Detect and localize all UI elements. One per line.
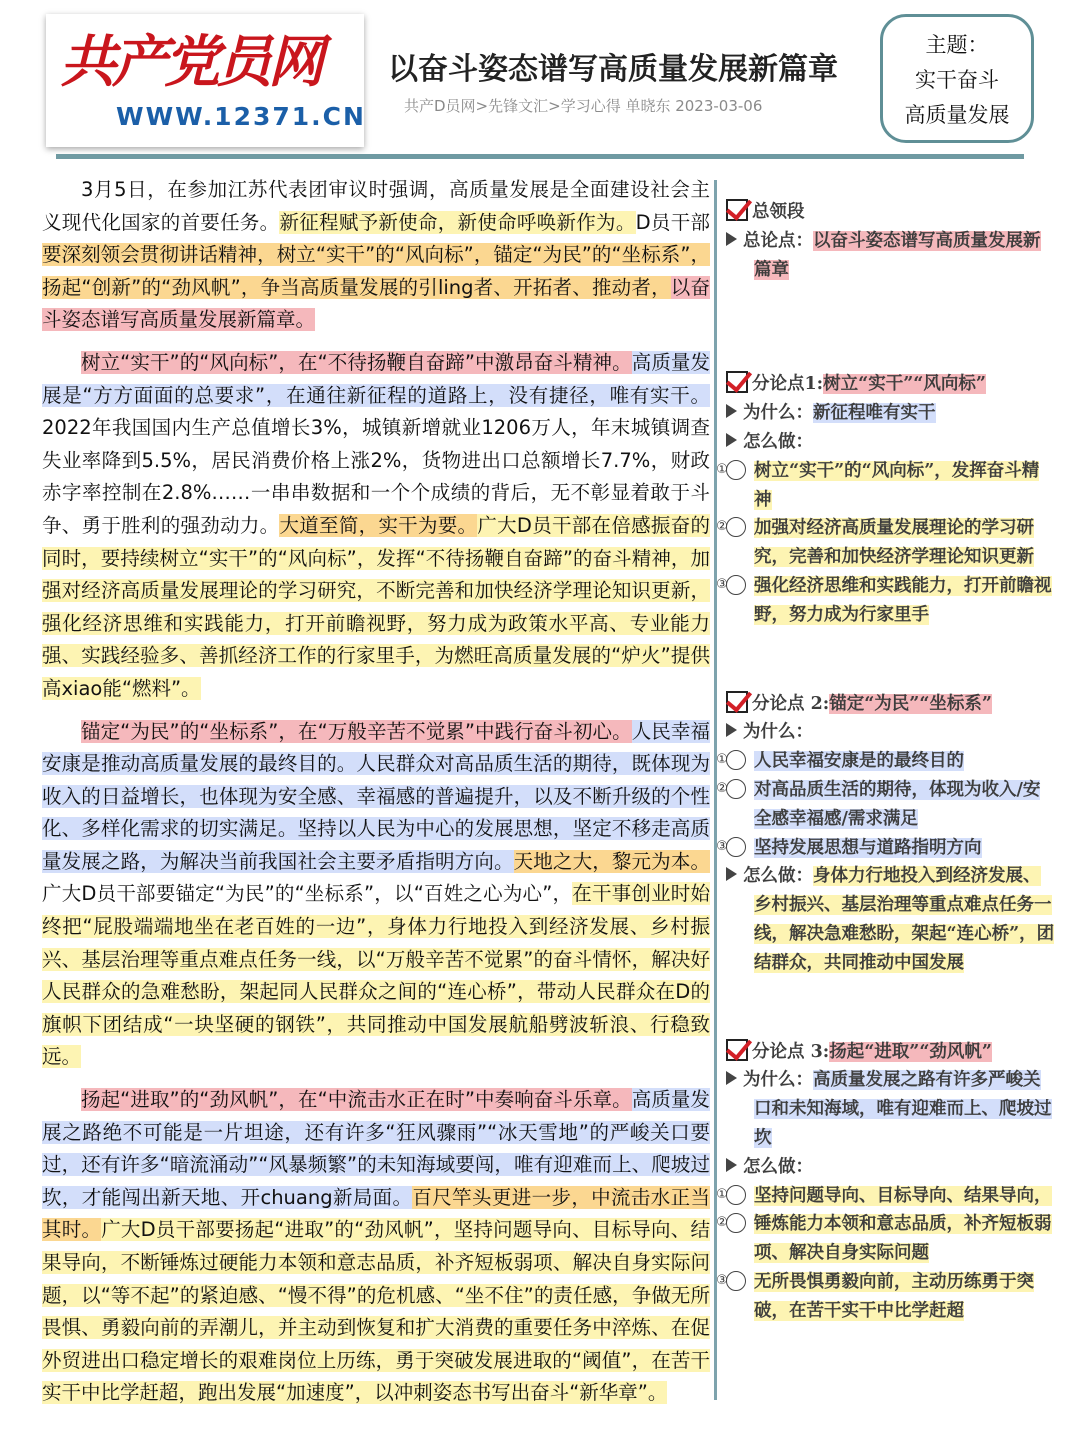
list-item: 对高品质生活的期待，体现为收入/安全感幸福感/需求满足 bbox=[754, 779, 1041, 829]
site-logo[interactable] bbox=[46, 14, 364, 147]
point-title: 树立“实干”“风向标” bbox=[823, 374, 986, 395]
why-text: 新征程唯有实干 bbox=[813, 403, 936, 424]
list-item: 坚持问题导向、目标导向、结果导向， bbox=[754, 1185, 1052, 1206]
paragraph bbox=[42, 1084, 710, 1410]
text-segment: 锚定“为民”的“坐标系”，在“万般辛苦不觉累”中践行奋斗初心。 bbox=[81, 719, 632, 743]
text-segment: 人民幸福安康是推动高质量发展的最终目的。人民群众对高品质生活的期待，既体现为收入的日益增长，也体现为安全感、幸福感的普遍提升，以及不断升级的个性化、多样化需求的切实满足。坚持以人民为中心的发展思想，坚定不移走高质量发展之路，为解决当前我国社会主要矛盾指明方向。 bbox=[42, 719, 710, 873]
number-3-icon: ③ bbox=[726, 837, 746, 857]
text-segment: 高质量发展是“方方面面的总要求”，在通往新征程的道路上，没有捷径，唯有实干。 bbox=[42, 350, 710, 407]
text-segment: 3月5日，在参加江苏代表团审议时强调，高质量发展是全面建设社会主义现代化国家的首要任务。 bbox=[42, 178, 710, 234]
label: 怎么做： bbox=[743, 1156, 813, 1177]
theme-line: 实干奋斗 bbox=[915, 68, 999, 92]
triangle-icon bbox=[726, 404, 737, 418]
list-item: 坚持发展思想与道路指明方向 bbox=[754, 837, 982, 858]
paragraph bbox=[42, 347, 710, 706]
section-title: 分论点 2: bbox=[752, 693, 830, 714]
section-title: 分论点1: bbox=[752, 374, 824, 395]
thesis-text: 以奋斗姿态谱写高质量发展新篇章 bbox=[754, 230, 1041, 280]
theme-label: 主题： bbox=[925, 33, 989, 57]
point-title: 锚定“为民”“坐标系” bbox=[829, 693, 992, 714]
page-title: 以奋斗姿态谱写高质量发展新篇章 bbox=[388, 52, 838, 87]
paragraph bbox=[42, 174, 710, 337]
theme-line: 高质量发展 bbox=[904, 103, 1010, 127]
text-segment: 要深刻领会贯彻讲话精神，树立“实干”的“风向标”，锚定“为民”的“坐标系”，扬起“创新”的“劲风帆”，争当高质量发展的引ling者、开拓者、推动者， bbox=[42, 243, 710, 299]
article-body bbox=[42, 174, 710, 1420]
label: 怎么做： bbox=[743, 431, 813, 452]
text-segment: 广大D员干部在倍感振奋的同时，要持续树立“实干”的“风向标”，发挥“不待扬鞭自奋蹄”的奋斗精神，加强对经济高质量发展理论的学习研究，不断完善和加快经济学理论知识更新，强化经济思维和实践能力，打开前瞻视野，努力成为政策水平高、专业能力强、实践经验多、善抓经济工作的行家里手，为燃旺高质量发展的“炉火”提供高xiao能“燃料”。 bbox=[42, 513, 710, 700]
checkbox-icon bbox=[726, 371, 748, 393]
summary-point-2 bbox=[716, 690, 1056, 978]
text-segment: 广大D员干部要扬起“进取”的“劲风帆”，坚持问题导向、目标导向、结果导向，不断锤炼过硬能力本领和意志品质，补齐短板弱项、解决自身实际问题，以“等不起”的紧迫感、“慢不得”的危机感、“坐不住”的责任感，争做无所畏惧、勇毅向前的弄潮儿，并主动到恢复和扩大消费的重要任务中淬炼、在促外贸进出口稳定增长的艰难岗位上历练，勇于突破发展进取的“阈值”，在苦干实干中比学赶超，跑出发展“加速度”，以冲刺姿态书写出奋斗“新华章”。 bbox=[42, 1218, 710, 1405]
label: 为什么： bbox=[743, 403, 813, 424]
label: 为什么： bbox=[743, 722, 813, 743]
text-segment: 新征程赋予新使命，新使命呼唤新作为。 bbox=[279, 210, 636, 234]
text-segment: 百尺竿头更进一步，中流击水正当其时。 bbox=[42, 1185, 710, 1242]
text-segment: 树立“实干”的“风向标”，在“不待扬鞭自奋蹄”中激昂奋斗精神。 bbox=[81, 350, 632, 374]
number-3-icon: ③ bbox=[726, 575, 746, 595]
number-1-icon: ① bbox=[726, 460, 746, 480]
text-segment: D员干部 bbox=[635, 210, 710, 234]
summary-point-3 bbox=[716, 1038, 1056, 1326]
list-item: 加强对经济高质量发展理论的学习研究，完善和加快经济学理论知识更新 bbox=[754, 518, 1034, 568]
triangle-icon bbox=[726, 723, 737, 737]
text-segment: 天地之大，黎元为本。 bbox=[513, 849, 710, 873]
list-item: 锤炼能力本领和意志品质，补齐短板弱项、解决自身实际问题 bbox=[754, 1214, 1052, 1264]
logo-text: 共产党员网 bbox=[60, 29, 320, 95]
triangle-icon bbox=[726, 232, 737, 246]
logo-url: WWW.12371.CN bbox=[116, 102, 366, 131]
list-item: 人民幸福安康是的最终目的 bbox=[754, 751, 964, 772]
list-item: 无所畏惧勇毅向前，主动历练勇于突破，在苦干实干中比学赶超 bbox=[754, 1271, 1034, 1321]
text-segment: 以奋斗姿态谱写高质量发展新篇章。 bbox=[42, 275, 710, 332]
text-segment: 高质量发展之路绝不可能是一片坦途，还有许多“狂风骤雨”“冰天雪地”的严峻关口要过，还有许多“暗流涌动”“风暴频繁”的未知海域要闯，唯有迎难而上、爬坡过坎，才能闯出新天地、开chuang新局面。 bbox=[42, 1088, 710, 1209]
number-1-icon: ① bbox=[726, 750, 746, 770]
triangle-icon bbox=[726, 867, 737, 881]
number-1-icon: ① bbox=[726, 1185, 746, 1205]
label: 为什么： bbox=[743, 1070, 813, 1091]
triangle-icon bbox=[726, 1158, 737, 1172]
summary-point-1 bbox=[716, 370, 1056, 629]
label: 总论点： bbox=[743, 230, 813, 251]
number-2-icon: ② bbox=[726, 1213, 746, 1233]
triangle-icon bbox=[726, 1071, 737, 1085]
text-segment: 大道至简，实干为要。 bbox=[279, 513, 478, 537]
section-title: 分论点 3: bbox=[752, 1041, 830, 1062]
number-3-icon: ③ bbox=[726, 1271, 746, 1291]
how-text: 身体力行地投入到经济发展、乡村振兴、基层治理等重点难点任务一线，解决急难愁盼，架起“连心桥”，团结群众，共同推动中国发展 bbox=[754, 866, 1055, 973]
list-item: 树立“实干”的“风向标”，发挥奋斗精神 bbox=[754, 460, 1040, 510]
checkbox-icon bbox=[726, 1039, 748, 1061]
list-item: 强化经济思维和实践能力，打开前瞻视野，努力成为行家里手 bbox=[754, 575, 1052, 625]
header-divider bbox=[56, 154, 1024, 159]
checkbox-icon bbox=[726, 691, 748, 713]
text-segment: 扬起“进取”的“劲风帆”，在“中流击水正在时”中奏响奋斗乐章。 bbox=[81, 1088, 632, 1112]
triangle-icon bbox=[726, 433, 737, 447]
breadcrumb: 共产D员网>先锋文汇>学习心得 单晓东 2023-03-06 bbox=[404, 97, 763, 115]
text-segment: 广大D员干部要锚定“为民”的“坐标系”，以“百姓之心为心”， bbox=[42, 882, 573, 906]
text-segment: 在干事创业时始终把“屁股端端地坐在老百姓的一边”，身体力行地投入到经济发展、乡村振兴、基层治理等重点难点任务一线，以“万般辛苦不觉累”的奋斗情怀，解决好人民群众的急难愁盼，架起同人民群众之间的“连心桥”，带动人民群众在D的旗帜下团结成“一块坚硬的钢铁”，共同推动中国发展航船劈波斩浪、行稳致远。 bbox=[42, 882, 710, 1069]
section-title: 总领段 bbox=[752, 202, 805, 222]
theme-badge bbox=[880, 14, 1034, 143]
label: 怎么做： bbox=[743, 866, 813, 887]
number-2-icon: ② bbox=[726, 779, 746, 799]
text-segment: 2022年我国国内生产总值增长3%，城镇新增就业1206万人，年末城镇调查失业率降到5.5%，居民消费价格上涨2%，货物进出口总额增长7.7%，财政赤字率控制在2.8%……一串串数据和一个个成绩的背后，无不彰显着敢于斗争、勇于胜利的强劲动力。 bbox=[42, 416, 710, 537]
paragraph bbox=[42, 716, 710, 1075]
number-2-icon: ② bbox=[726, 517, 746, 537]
checkbox-icon bbox=[726, 199, 748, 221]
why-text: 高质量发展之路有许多严峻关口和未知海域，唯有迎难而上、爬坡过坎 bbox=[754, 1070, 1052, 1148]
point-title: 扬起“进取”“劲风帆” bbox=[829, 1041, 992, 1062]
summary-intro bbox=[726, 198, 1056, 284]
summary-panel bbox=[716, 198, 1056, 1326]
